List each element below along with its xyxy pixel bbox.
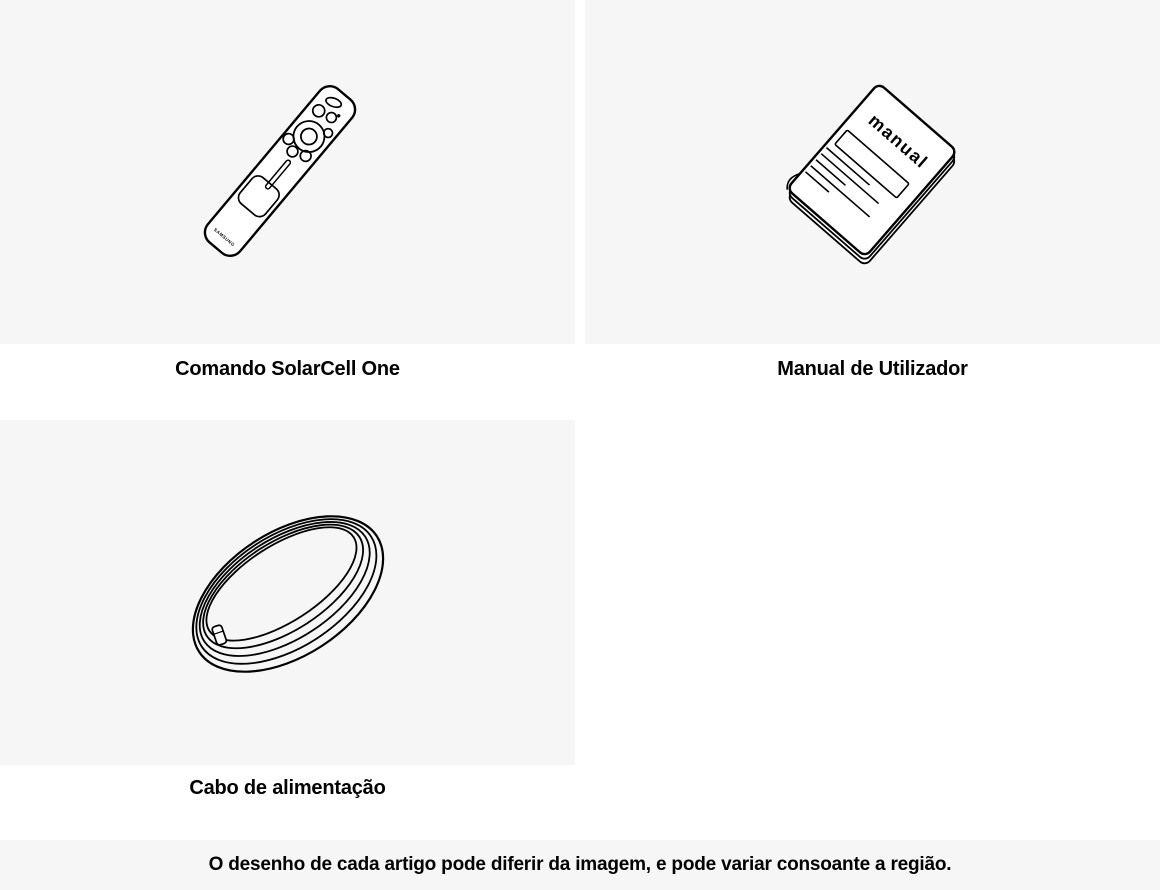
manual-illustration-panel [585, 0, 1160, 344]
accessory-label-cable: Cabo de alimentação [0, 765, 575, 840]
empty-cell [585, 420, 1160, 840]
accessory-label-manual: Manual de Utilizador [585, 344, 1160, 420]
solarcell-remote-icon [0, 0, 575, 344]
manual-cover-text: manual [864, 110, 933, 173]
accessory-card-remote [0, 0, 575, 420]
footer-note: O desenho de cada artigo pode diferir da imagem, e pode variar consoante a região. [208, 854, 952, 875]
power-cable-icon [0, 420, 575, 765]
cable-illustration-panel [0, 420, 575, 765]
remote-illustration-panel [0, 0, 575, 344]
accessory-card-manual [585, 0, 1160, 420]
footer-note-bar [0, 840, 1160, 890]
user-manual-icon [585, 0, 1160, 344]
accessory-card-cable [0, 420, 575, 840]
remote-brand-text: SAMSUNG [212, 227, 236, 248]
accessory-label-remote: Comando SolarCell One [0, 344, 575, 420]
